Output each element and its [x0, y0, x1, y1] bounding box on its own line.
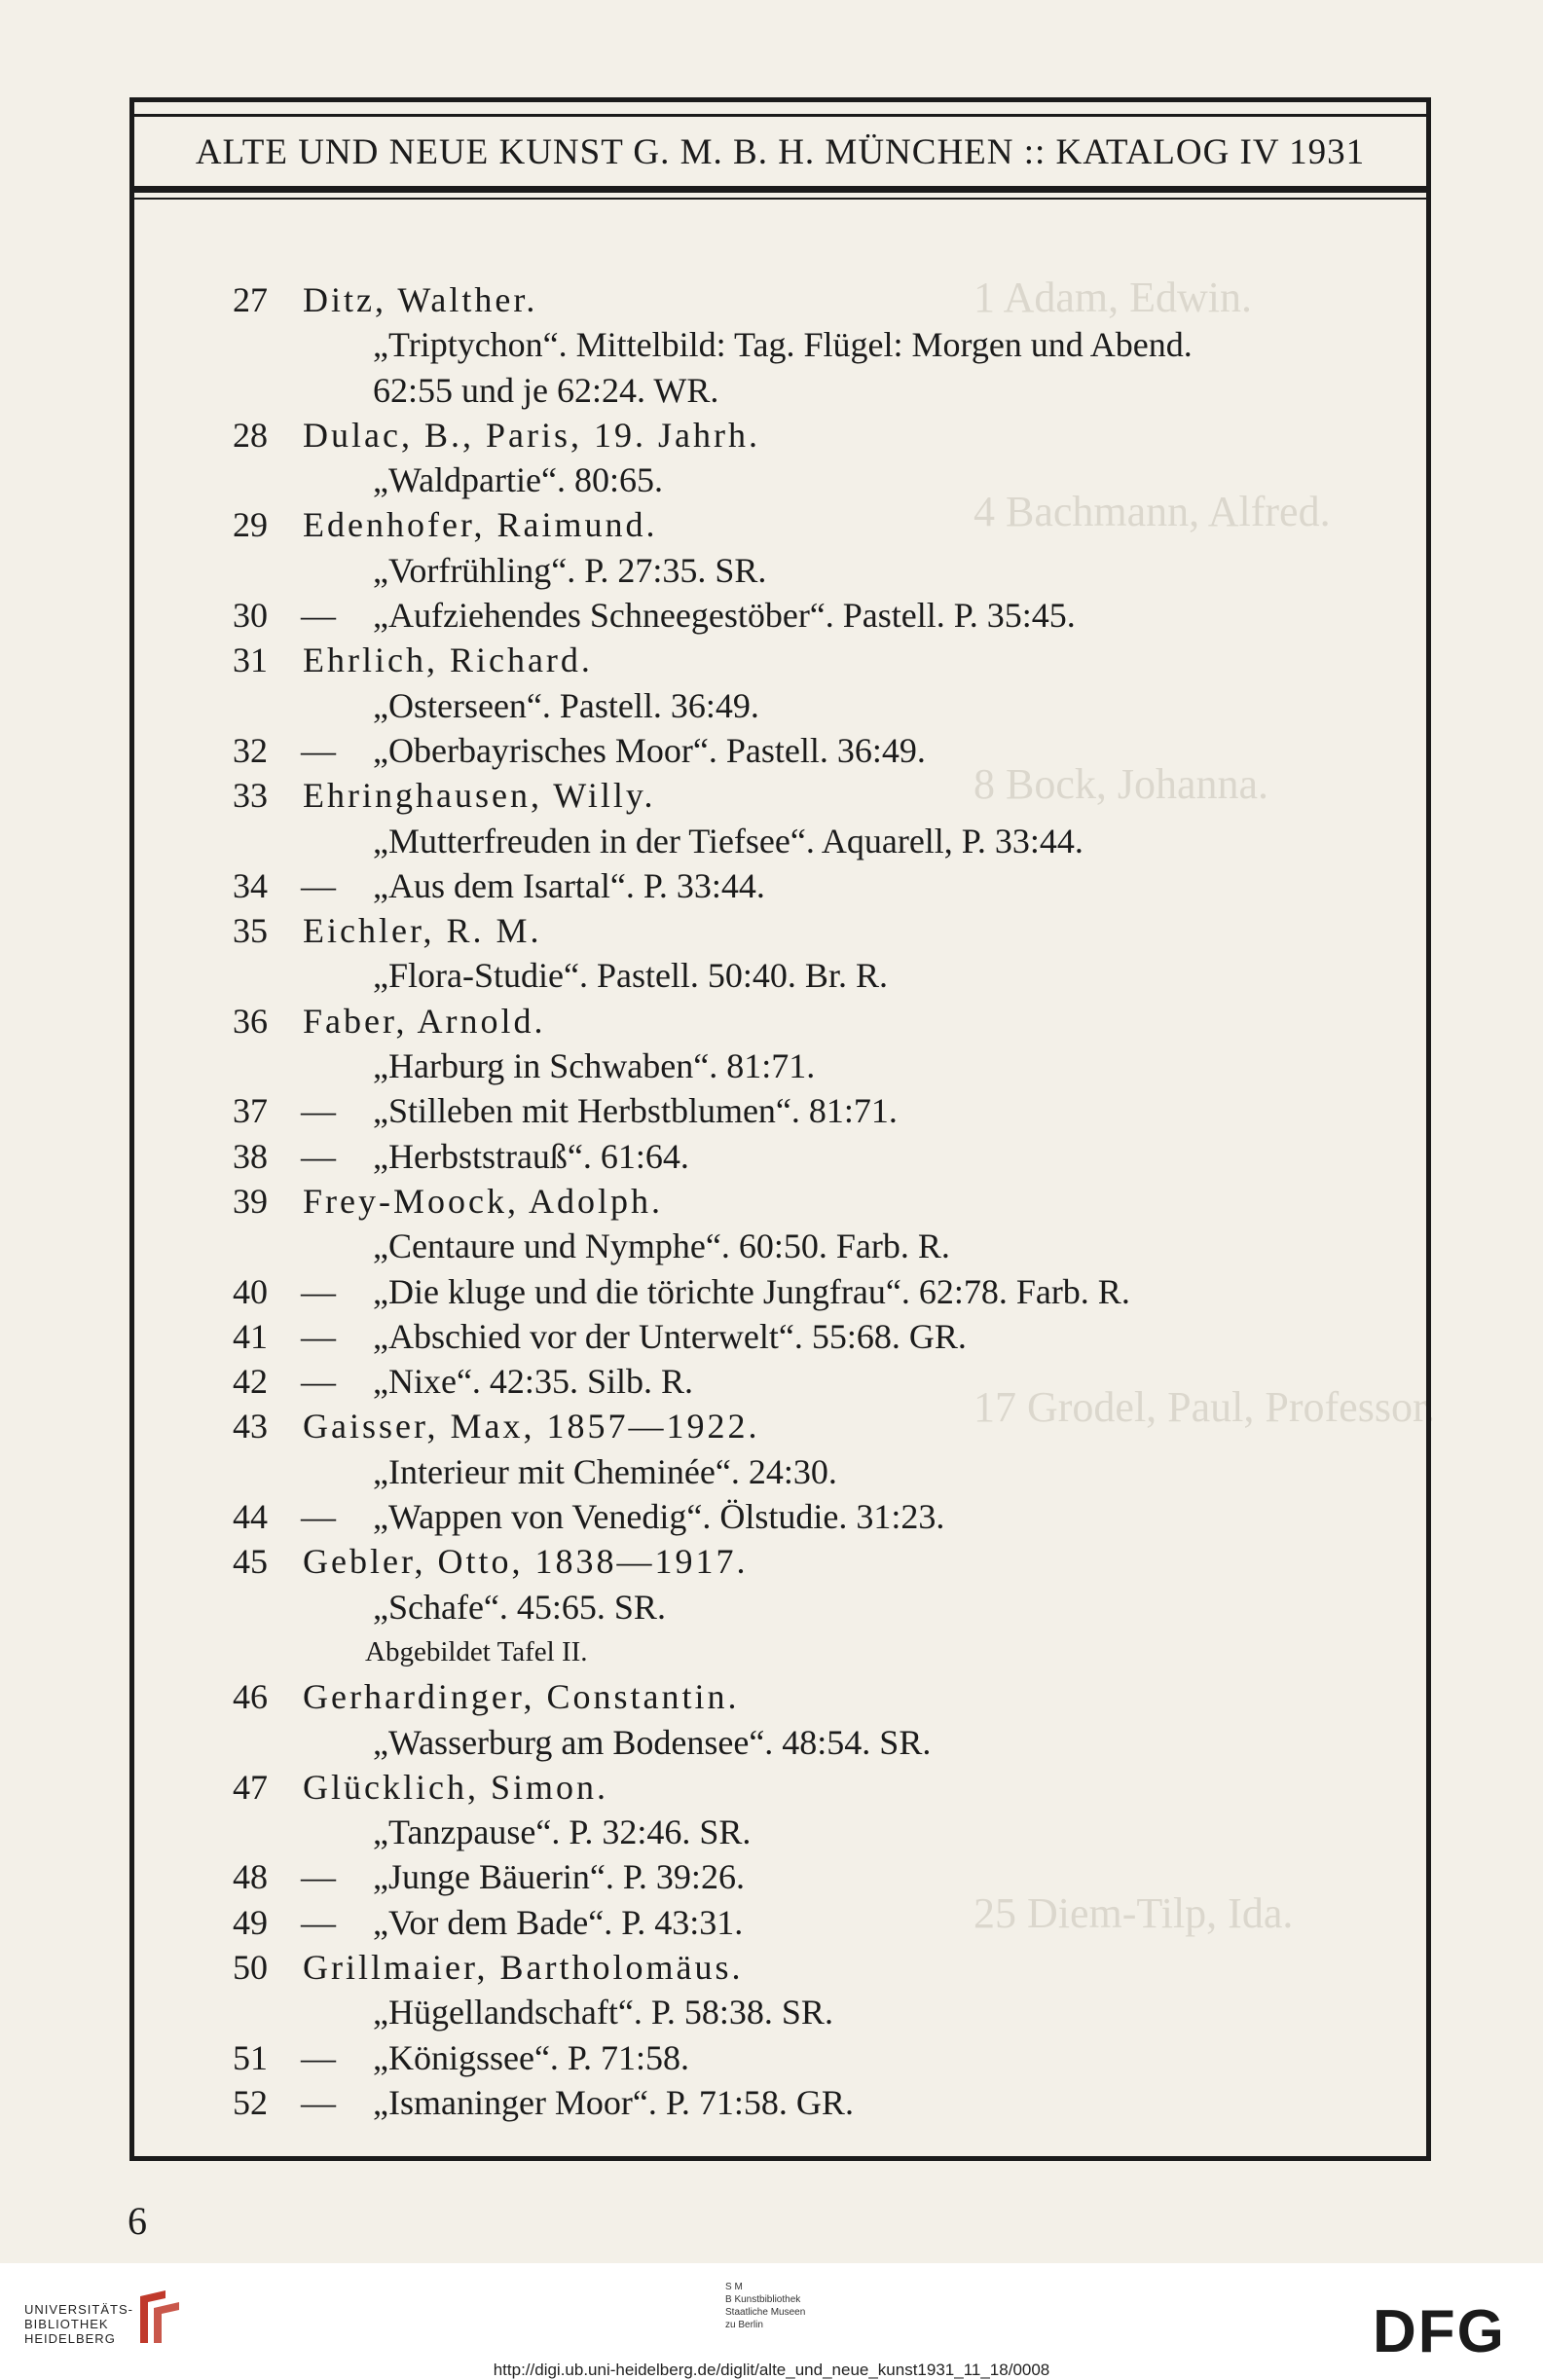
- museum-logo[interactable]: [725, 2281, 805, 2331]
- catalog-line: [217, 1269, 1385, 1314]
- catalog-line: [217, 593, 1385, 638]
- catalog-line: [217, 277, 1385, 322]
- work-title: „Hügellandschaft“. P. 58:38. SR.: [373, 1993, 833, 2032]
- work-title: „Abschied vor der Unterwelt“. 55:68. GR.: [373, 1316, 967, 1356]
- library-logo-text: HEIDELBERG: [24, 2331, 116, 2346]
- catalog-line: [217, 502, 1385, 547]
- catalog-line: [217, 1900, 1385, 1945]
- entry-number: 28: [233, 415, 268, 455]
- ditto-dash: —: [301, 2082, 336, 2122]
- library-logo-text: UNIVERSITÄTS-: [24, 2302, 133, 2317]
- museum-logo-text: B Kunstbibliothek: [725, 2294, 801, 2305]
- artist-name: Ehrlich, Richard.: [303, 641, 593, 680]
- catalog-list: [217, 277, 1385, 2125]
- catalog-line: [217, 1854, 1385, 1899]
- page-frame: [129, 97, 1431, 2161]
- bleed-through: 25 Diem-Tilp, Ida.: [974, 1889, 1294, 1937]
- entry-number: 29: [233, 505, 268, 545]
- artist-name: Ehringhausen, Willy.: [303, 776, 656, 816]
- catalog-line: [217, 548, 1385, 593]
- catalog-line: [217, 1088, 1385, 1133]
- entry-number: 47: [233, 1767, 268, 1807]
- bleed-through: 4 Bachmann, Alfred.: [974, 488, 1331, 535]
- catalog-line: [217, 2080, 1385, 2125]
- artist-name: Ditz, Walther.: [303, 280, 538, 319]
- work-title: „Vor dem Bade“. P. 43:31.: [373, 1902, 744, 1942]
- footer-bar: [0, 2263, 1543, 2380]
- entry-number: 50: [233, 1947, 268, 1987]
- ditto-dash: —: [301, 1362, 336, 1402]
- source-url-link[interactable]: http://digi.ub.uni-heidelberg.de/diglit/alte_und_neue_kunst1931_11_18/0008: [493, 2361, 1050, 2379]
- page-number: 6: [128, 2199, 147, 2243]
- catalog-line: [217, 1674, 1385, 1719]
- work-title: „Harburg in Schwaben“. 81:71.: [373, 1046, 816, 1086]
- ditto-dash: —: [301, 596, 336, 636]
- entry-number: 45: [233, 1542, 268, 1582]
- work-title: „Königssee“. P. 71:58.: [373, 2037, 689, 2077]
- artist-name: Edenhofer, Raimund.: [303, 505, 658, 545]
- header-rule: [134, 186, 1426, 193]
- work-title: „Mutterfreuden in der Tiefsee“. Aquarell, P. 33:44.: [373, 821, 1084, 860]
- artist-name: Gerhardinger, Constantin.: [303, 1677, 740, 1717]
- catalog-line: [217, 368, 1385, 413]
- catalog-line: [217, 1720, 1385, 1765]
- museum-logo-text: Staatliche Museen: [725, 2307, 806, 2318]
- work-title: „Osterseen“. Pastell. 36:49.: [373, 685, 759, 725]
- artist-name: Glücklich, Simon.: [303, 1767, 608, 1807]
- entry-number: 33: [233, 776, 268, 816]
- catalog-line: [217, 1404, 1385, 1448]
- catalog-line: [217, 322, 1385, 367]
- catalog-line: [217, 413, 1385, 458]
- catalog-line: [217, 1044, 1385, 1088]
- plate-note: Abgebildet Tafel II.: [365, 1635, 588, 1667]
- catalog-line: [217, 1945, 1385, 1990]
- library-logo-text: BIBLIOTHEK: [24, 2317, 109, 2331]
- catalog-line: [217, 458, 1385, 502]
- entry-number: 52: [233, 2082, 268, 2122]
- museum-logo-text: zu Berlin: [725, 2320, 763, 2330]
- ditto-dash: —: [301, 730, 336, 770]
- catalog-line: [217, 773, 1385, 818]
- artist-name: Gebler, Otto, 1838—1917.: [303, 1542, 749, 1582]
- work-title: „Die kluge und die törichte Jungfrau“. 62:78. Farb. R.: [373, 1271, 1130, 1311]
- work-title: „Nixe“. 42:35. Silb. R.: [373, 1362, 693, 1402]
- catalog-line: [217, 728, 1385, 773]
- library-mark-icon: [136, 2287, 183, 2347]
- work-title: „Stilleben mit Herbstblumen“. 81:71.: [373, 1091, 898, 1131]
- entry-number: 48: [233, 1857, 268, 1897]
- ditto-dash: —: [301, 865, 336, 905]
- entry-number: 35: [233, 911, 268, 951]
- bleed-through: 1 Adam, Edwin.: [974, 274, 1252, 321]
- catalog-line: [217, 1585, 1385, 1629]
- catalog-line: [217, 1629, 1385, 1674]
- museum-logo-text: S M: [725, 2282, 743, 2292]
- entry-number: 34: [233, 865, 268, 905]
- page-header: ALTE UND NEUE KUNST G. M. B. H. MÜNCHEN :: KATALOG IV 1931: [195, 132, 1366, 172]
- catalog-line: [217, 863, 1385, 908]
- artist-name: Gaisser, Max, 1857—1922.: [303, 1407, 760, 1446]
- header-rule: [134, 114, 1426, 117]
- catalog-line: [217, 908, 1385, 953]
- catalog-line: [217, 1494, 1385, 1539]
- work-title: „Waldpartie“. 80:65.: [373, 460, 663, 500]
- work-title: „Centaure und Nymphe“. 60:50. Farb. R.: [373, 1227, 950, 1266]
- catalog-line: [217, 953, 1385, 998]
- entry-number: 43: [233, 1407, 268, 1446]
- catalog-line: [217, 638, 1385, 682]
- ditto-dash: —: [301, 1902, 336, 1942]
- work-title: „Aus dem Isartal“. P. 33:44.: [373, 865, 765, 905]
- dfg-logo[interactable]: DFG: [1373, 2298, 1506, 2365]
- entry-number: 44: [233, 1497, 268, 1537]
- catalog-line: [217, 1224, 1385, 1268]
- catalog-line: [217, 1539, 1385, 1584]
- work-title: „Flora-Studie“. Pastell. 50:40. Br. R.: [373, 956, 888, 996]
- catalog-line: [217, 683, 1385, 728]
- catalog-line: [217, 1990, 1385, 2034]
- bleed-through: 8 Bock, Johanna.: [974, 760, 1269, 808]
- work-title: „Aufziehendes Schneegestöber“. Pastell. P. 35:45.: [373, 596, 1076, 636]
- work-title: „Oberbayrisches Moor“. Pastell. 36:49.: [373, 730, 926, 770]
- entry-number: 39: [233, 1181, 268, 1221]
- work-title: „Interieur mit Cheminée“. 24:30.: [373, 1451, 837, 1491]
- artist-name: Grillmaier, Bartholomäus.: [303, 1947, 744, 1987]
- work-title: 62:55 und je 62:24. WR.: [373, 370, 719, 410]
- work-title: „Junge Bäuerin“. P. 39:26.: [373, 1857, 745, 1897]
- work-title: „Wasserburg am Bodensee“. 48:54. SR.: [373, 1722, 932, 1762]
- artist-name: Dulac, B., Paris, 19. Jahrh.: [303, 415, 760, 455]
- ditto-dash: —: [301, 1497, 336, 1537]
- work-title: „Vorfrühling“. P. 27:35. SR.: [373, 550, 767, 590]
- catalog-line: [217, 1314, 1385, 1359]
- entry-number: 46: [233, 1677, 268, 1717]
- catalog-line: [217, 2035, 1385, 2080]
- catalog-line: [217, 1810, 1385, 1854]
- ditto-dash: —: [301, 1136, 336, 1176]
- catalog-line: [217, 999, 1385, 1044]
- library-logo[interactable]: [24, 2302, 133, 2346]
- entry-number: 30: [233, 596, 268, 636]
- entry-number: 37: [233, 1091, 268, 1131]
- entry-number: 36: [233, 1001, 268, 1041]
- catalog-line: [217, 1765, 1385, 1810]
- catalog-line: [217, 1359, 1385, 1404]
- work-title: „Ismaninger Moor“. P. 71:58. GR.: [373, 2082, 854, 2122]
- ditto-dash: —: [301, 1857, 336, 1897]
- catalog-line: [217, 1449, 1385, 1494]
- ditto-dash: —: [301, 2037, 336, 2077]
- bleed-through: 17 Grodel, Paul, Professor.: [974, 1383, 1436, 1431]
- catalog-line: [217, 1179, 1385, 1224]
- artist-name: Frey-Moock, Adolph.: [303, 1181, 663, 1221]
- work-title: „Wappen von Venedig“. Ölstudie. 31:23.: [373, 1497, 945, 1537]
- work-title: „Triptychon“. Mittelbild: Tag. Flügel: Morgen und Abend.: [373, 325, 1193, 365]
- catalog-line: [217, 819, 1385, 863]
- entry-number: 41: [233, 1316, 268, 1356]
- entry-number: 32: [233, 730, 268, 770]
- ditto-dash: —: [301, 1316, 336, 1356]
- catalog-line: [217, 1134, 1385, 1179]
- entry-number: 51: [233, 2037, 268, 2077]
- header-rule: [134, 198, 1426, 200]
- entry-number: 38: [233, 1136, 268, 1176]
- work-title: „Tanzpause“. P. 32:46. SR.: [373, 1812, 752, 1852]
- entry-number: 42: [233, 1362, 268, 1402]
- ditto-dash: —: [301, 1091, 336, 1131]
- work-title: „Herbststrauß“. 61:64.: [373, 1136, 689, 1176]
- entry-number: 27: [233, 280, 268, 319]
- entry-number: 31: [233, 641, 268, 680]
- artist-name: Faber, Arnold.: [303, 1001, 546, 1041]
- entry-number: 40: [233, 1271, 268, 1311]
- artist-name: Eichler, R. M.: [303, 911, 542, 951]
- entry-number: 49: [233, 1902, 268, 1942]
- work-title: „Schafe“. 45:65. SR.: [373, 1587, 666, 1627]
- ditto-dash: —: [301, 1271, 336, 1311]
